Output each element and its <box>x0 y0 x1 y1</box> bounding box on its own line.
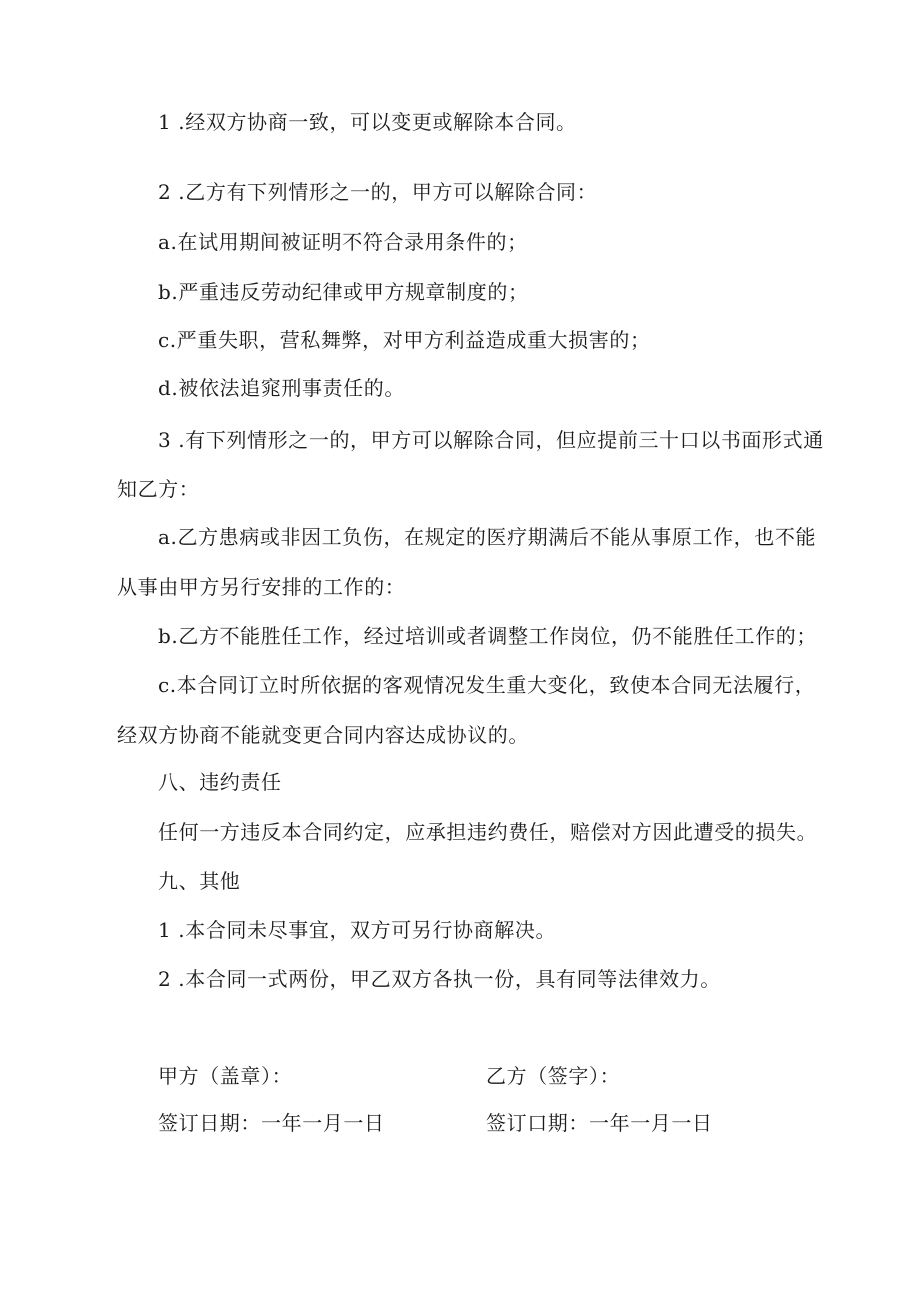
clause-2-item-a: a.在试用期间被证明不符合录用条件的； <box>158 230 528 254</box>
party-a-sign-date: 签订日期：一年一月一日 <box>158 1111 385 1135</box>
clause-3-item-a-continued: 从事由甲方另行安排的工作的： <box>117 575 406 599</box>
clause-2-item-d: d.被依法追窕刑事责任的。 <box>158 376 405 400</box>
section-8-heading: 八、违约责任 <box>158 770 282 794</box>
section-9-clause-1: 1 .本合同未尽事宜，双方可另行协商解决。 <box>158 918 557 942</box>
section-9-heading: 九、其他 <box>158 869 241 893</box>
clause-1-mutual-termination: 1 .经双方协商一致，可以变更或解除本合同。 <box>158 110 577 134</box>
clause-2-item-c: c.严重失职，营私舞弊，对甲方利益造成重大损害的； <box>158 328 651 352</box>
clause-2-heading: 2 .乙方有下列情形之一的，甲方可以解除合同： <box>158 180 598 204</box>
clause-3-item-a: a.乙方患病或非因工负伤，在规定的医疗期满后不能从事原工作，也不能 <box>158 525 817 549</box>
party-b-signature-label: 乙方（签字）： <box>486 1064 621 1088</box>
clause-2-item-b: b.严重违反劳动纪律或甲方规章制度的； <box>158 280 529 304</box>
clause-3-item-b: b.乙方不能胜任工作，经过培训或者调整工作岗位，仍不能胜任工作的； <box>158 624 817 648</box>
section-9-clause-2: 2 .本合同一式两份，甲乙双方各执一份，具有同等法律效力。 <box>158 967 721 991</box>
clause-3-heading: 3 .有下列情形之一的，甲方可以解除合同，但应提前三十口以书面形式通 <box>158 428 824 452</box>
clause-3-item-c: c.本合同订立时所依据的客观情况发生重大变化，致使本合同无法履行， <box>158 673 816 697</box>
clause-3-heading-continued: 知乙方： <box>117 477 200 501</box>
section-8-body: 任何一方违反本合同约定，应承担违约费任，赔偿对方因此遭受的损失。 <box>158 820 818 844</box>
clause-3-item-c-continued: 经双方协商不能就变更合同内容达成协议的。 <box>117 723 529 747</box>
party-b-sign-date: 签订口期：一年一月一日 <box>486 1111 713 1135</box>
party-a-seal-label: 甲方（盖章）： <box>158 1064 293 1088</box>
